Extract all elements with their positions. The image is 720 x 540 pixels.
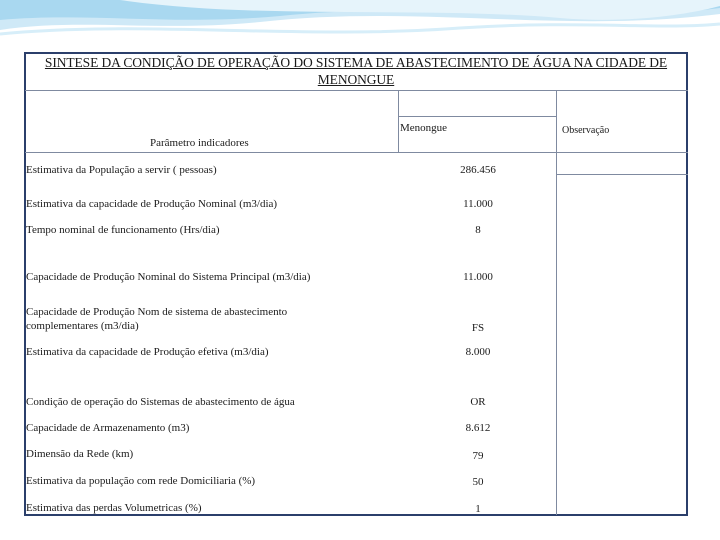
table-row-value: 8 xyxy=(475,224,481,236)
table-row-label: Tempo nominal de funcionamento (Hrs/dia) xyxy=(26,224,220,236)
city-header: Menongue xyxy=(400,122,448,134)
table-row-value: 11.000 xyxy=(463,198,493,210)
table-row-value: 286.456 xyxy=(460,164,496,176)
table-row-value: 79 xyxy=(472,450,484,462)
table-row-value: 8.612 xyxy=(465,422,491,434)
observation-header: Observação xyxy=(562,125,610,136)
table-row-label: Capacidade de Produção Nominal do Sistema Principal (m3/dia) xyxy=(26,271,311,283)
table-row-label: Capacidade de Armazenamento (m3) xyxy=(26,422,190,434)
table-row-label: Estimativa da capacidade de Produção efetiva (m3/dia) xyxy=(26,346,269,358)
table-row-label: Condição de operação do Sistemas de abastecimento de água xyxy=(26,396,295,408)
table-row-value: 1 xyxy=(475,503,481,515)
table-row-value: OR xyxy=(470,396,486,408)
table-row-value: FS xyxy=(471,322,485,334)
table-row-label: Estimativa da capacidade de Produção Nominal (m3/dia) xyxy=(26,198,278,210)
table-row-label: Estimativa da população com rede Domiciliaria (%) xyxy=(26,475,256,487)
table-row-label: Estimativa das perdas Volumetricas (%) xyxy=(26,502,202,514)
header-divider xyxy=(25,152,688,153)
table-frame xyxy=(24,52,688,516)
observation-header-divider xyxy=(556,174,688,175)
table-row-value: 50 xyxy=(472,476,484,488)
column-divider-1 xyxy=(398,90,399,152)
city-header-divider xyxy=(398,116,556,117)
table-row-label: Dimensão da Rede (km) xyxy=(26,448,134,460)
decorative-wave-header xyxy=(0,0,720,60)
page-title: SINTESE DA CONDIÇÃO DE OPERAÇÃO DO SISTEMA DE ABASTECIMENTO DE ÁGUA NA CIDADE DE MENONGUE xyxy=(44,55,668,87)
table-row-value: 8.000 xyxy=(465,346,491,358)
table-row-label: complementares (m3/dia) xyxy=(26,320,139,332)
column-divider-2 xyxy=(556,90,557,515)
table-row-label: Capacidade de Produção Nom de sistema de abastecimento xyxy=(26,306,288,318)
table-row-value: 11.000 xyxy=(463,271,493,283)
parameter-header: Parâmetro indicadores xyxy=(150,137,249,149)
table-row-label: Estimativa da População a servir ( pessoas) xyxy=(26,164,217,176)
title-divider xyxy=(25,90,688,91)
